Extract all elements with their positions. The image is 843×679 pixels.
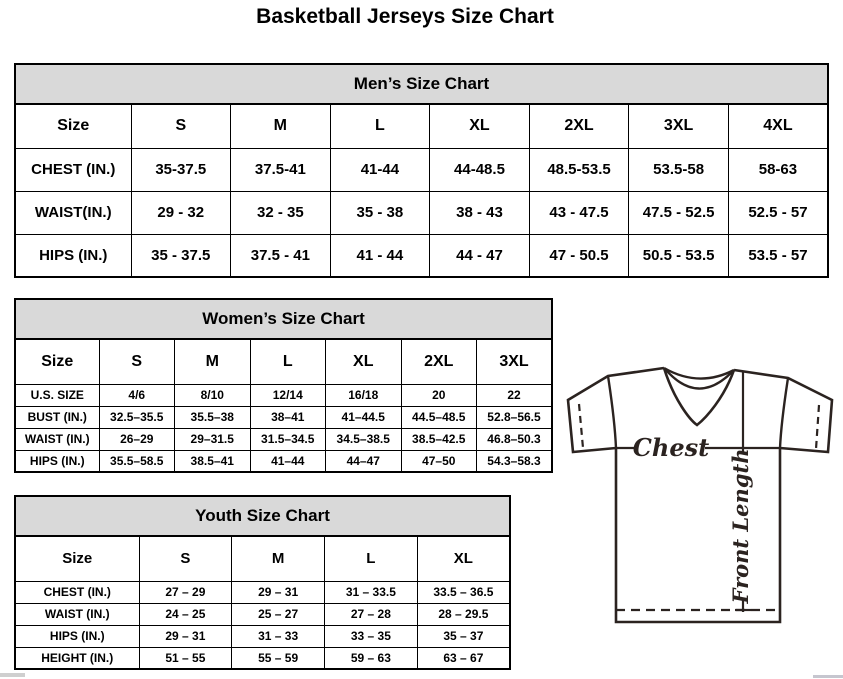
women-cell-3-4: 47–50 <box>401 450 477 472</box>
men-cell-0-2: 41-44 <box>330 148 430 191</box>
men-cell-2-2: 41 - 44 <box>330 234 430 277</box>
women-cell-1-3: 41–44.5 <box>326 406 402 428</box>
youth-cell-1-0: 24 – 25 <box>139 603 232 625</box>
men-cell-1-0: 29 - 32 <box>131 191 231 234</box>
women-cell-2-5: 46.8–50.3 <box>477 428 553 450</box>
youth-col-header-2: L <box>325 536 418 581</box>
women-table <box>14 298 553 473</box>
mens-size-table <box>14 63 829 278</box>
men-header-row <box>15 104 828 148</box>
women-cell-2-3: 34.5–38.5 <box>326 428 402 450</box>
jersey-body-outline <box>568 368 832 622</box>
horizontal-scrollbar-fragment[interactable] <box>813 675 843 678</box>
youth-cell-3-2: 59 – 63 <box>325 647 418 669</box>
men-col-header-2: L <box>330 104 430 148</box>
women-cell-3-1: 38.5–41 <box>175 450 251 472</box>
women-cell-3-0: 35.5–58.5 <box>99 450 175 472</box>
women-cell-0-3: 16/18 <box>326 384 402 406</box>
men-cell-0-3: 44-48.5 <box>430 148 530 191</box>
women-cell-2-0: 26–29 <box>99 428 175 450</box>
youth-data-row-0 <box>15 581 510 603</box>
youth-cell-0-2: 31 – 33.5 <box>325 581 418 603</box>
men-row-label-0: CHEST (IN.) <box>15 148 131 191</box>
men-cell-0-0: 35-37.5 <box>131 148 231 191</box>
women-cell-3-3: 44–47 <box>326 450 402 472</box>
men-col-header-4: 2XL <box>529 104 629 148</box>
youth-cell-0-3: 33.5 – 36.5 <box>417 581 510 603</box>
youth-data-row-1 <box>15 603 510 625</box>
women-col-header-2: L <box>250 339 326 384</box>
men-col-header-6: 4XL <box>728 104 828 148</box>
men-cell-0-6: 58-63 <box>728 148 828 191</box>
women-size-header: Size <box>15 339 99 384</box>
women-header-row <box>15 339 552 384</box>
chest-measure-line <box>616 433 780 462</box>
women-col-header-4: 2XL <box>401 339 477 384</box>
women-cell-3-5: 54.3–58.3 <box>477 450 553 472</box>
women-cell-1-2: 38–41 <box>250 406 326 428</box>
women-data-row-1 <box>15 406 552 428</box>
youth-table <box>14 495 511 670</box>
men-row-label-1: WAIST(IN.) <box>15 191 131 234</box>
men-cell-2-0: 35 - 37.5 <box>131 234 231 277</box>
youth-row-label-1: WAIST (IN.) <box>15 603 139 625</box>
women-cell-0-4: 20 <box>401 384 477 406</box>
women-cell-1-5: 52.8–56.5 <box>477 406 553 428</box>
youth-cell-1-1: 25 – 27 <box>232 603 325 625</box>
women-data-row-3 <box>15 450 552 472</box>
men-cell-2-5: 50.5 - 53.5 <box>629 234 729 277</box>
women-cell-0-0: 4/6 <box>99 384 175 406</box>
men-cell-2-1: 37.5 - 41 <box>231 234 331 277</box>
youth-row-label-3: HEIGHT (IN.) <box>15 647 139 669</box>
page-title: Basketball Jerseys Size Chart <box>256 5 554 28</box>
men-cell-0-5: 53.5-58 <box>629 148 729 191</box>
men-cell-2-6: 53.5 - 57 <box>728 234 828 277</box>
youth-cell-0-1: 29 – 31 <box>232 581 325 603</box>
youth-col-header-1: M <box>232 536 325 581</box>
right-cuff-dashed-line <box>816 405 819 449</box>
youth-cell-1-2: 27 – 28 <box>325 603 418 625</box>
men-col-header-3: XL <box>430 104 530 148</box>
youth-cell-3-3: 63 – 67 <box>417 647 510 669</box>
men-cell-1-4: 43 - 47.5 <box>529 191 629 234</box>
youth-cell-2-2: 33 – 35 <box>325 625 418 647</box>
men-col-header-0: S <box>131 104 231 148</box>
youth-row-label-0: CHEST (IN.) <box>15 581 139 603</box>
horizontal-scrollbar-fragment[interactable] <box>0 673 25 677</box>
men-col-header-5: 3XL <box>629 104 729 148</box>
women-cell-2-1: 29–31.5 <box>175 428 251 450</box>
men-cell-1-6: 52.5 - 57 <box>728 191 828 234</box>
women-row-label-0: U.S. SIZE <box>15 384 99 406</box>
youth-row-label-2: HIPS (IN.) <box>15 625 139 647</box>
men-cell-1-2: 35 - 38 <box>330 191 430 234</box>
women-cell-2-2: 31.5–34.5 <box>250 428 326 450</box>
men-size-header: Size <box>15 104 131 148</box>
women-data-row-2 <box>15 428 552 450</box>
youth-data-row-3 <box>15 647 510 669</box>
women-cell-0-1: 8/10 <box>175 384 251 406</box>
men-cell-2-3: 44 - 47 <box>430 234 530 277</box>
women-cell-3-2: 41–44 <box>250 450 326 472</box>
women-table-title: Women’s Size Chart <box>15 299 552 339</box>
jersey-measurement-diagram <box>558 360 840 660</box>
left-cuff-dashed-line <box>579 404 583 448</box>
men-col-header-1: M <box>231 104 331 148</box>
men-table <box>14 63 829 278</box>
youth-cell-2-0: 29 – 31 <box>139 625 232 647</box>
women-cell-0-5: 22 <box>477 384 553 406</box>
youth-cell-3-1: 55 – 59 <box>232 647 325 669</box>
women-col-header-3: XL <box>326 339 402 384</box>
men-cell-1-3: 38 - 43 <box>430 191 530 234</box>
women-row-label-1: BUST (IN.) <box>15 406 99 428</box>
men-cell-1-1: 32 - 35 <box>231 191 331 234</box>
men-table-title: Men’s Size Chart <box>15 64 828 104</box>
chest-label: Chest <box>632 433 710 462</box>
front-length-measure-line <box>728 371 753 612</box>
jersey-collar <box>664 368 734 425</box>
youth-cell-2-1: 31 – 33 <box>232 625 325 647</box>
youth-col-header-3: XL <box>417 536 510 581</box>
women-row-label-2: WAIST (IN.) <box>15 428 99 450</box>
front-length-label: Front Length <box>728 448 753 604</box>
men-data-row-2 <box>15 234 828 277</box>
womens-size-table <box>14 298 553 473</box>
youth-col-header-0: S <box>139 536 232 581</box>
youth-size-header: Size <box>15 536 139 581</box>
men-data-row-1 <box>15 191 828 234</box>
women-row-label-3: HIPS (IN.) <box>15 450 99 472</box>
men-cell-0-1: 37.5-41 <box>231 148 331 191</box>
women-cell-1-0: 32.5–35.5 <box>99 406 175 428</box>
women-col-header-5: 3XL <box>477 339 553 384</box>
youth-cell-2-3: 35 – 37 <box>417 625 510 647</box>
women-col-header-1: M <box>175 339 251 384</box>
men-row-label-2: HIPS (IN.) <box>15 234 131 277</box>
men-cell-1-5: 47.5 - 52.5 <box>629 191 729 234</box>
youth-data-row-2 <box>15 625 510 647</box>
men-cell-2-4: 47 - 50.5 <box>529 234 629 277</box>
women-col-header-0: S <box>99 339 175 384</box>
youth-cell-0-0: 27 – 29 <box>139 581 232 603</box>
women-data-row-0 <box>15 384 552 406</box>
youth-cell-1-3: 28 – 29.5 <box>417 603 510 625</box>
youth-size-table <box>14 495 511 670</box>
youth-table-title: Youth Size Chart <box>15 496 510 536</box>
women-cell-2-4: 38.5–42.5 <box>401 428 477 450</box>
men-data-row-0 <box>15 148 828 191</box>
women-cell-0-2: 12/14 <box>250 384 326 406</box>
youth-cell-3-0: 51 – 55 <box>139 647 232 669</box>
youth-header-row <box>15 536 510 581</box>
women-cell-1-1: 35.5–38 <box>175 406 251 428</box>
men-cell-0-4: 48.5-53.5 <box>529 148 629 191</box>
women-cell-1-4: 44.5–48.5 <box>401 406 477 428</box>
